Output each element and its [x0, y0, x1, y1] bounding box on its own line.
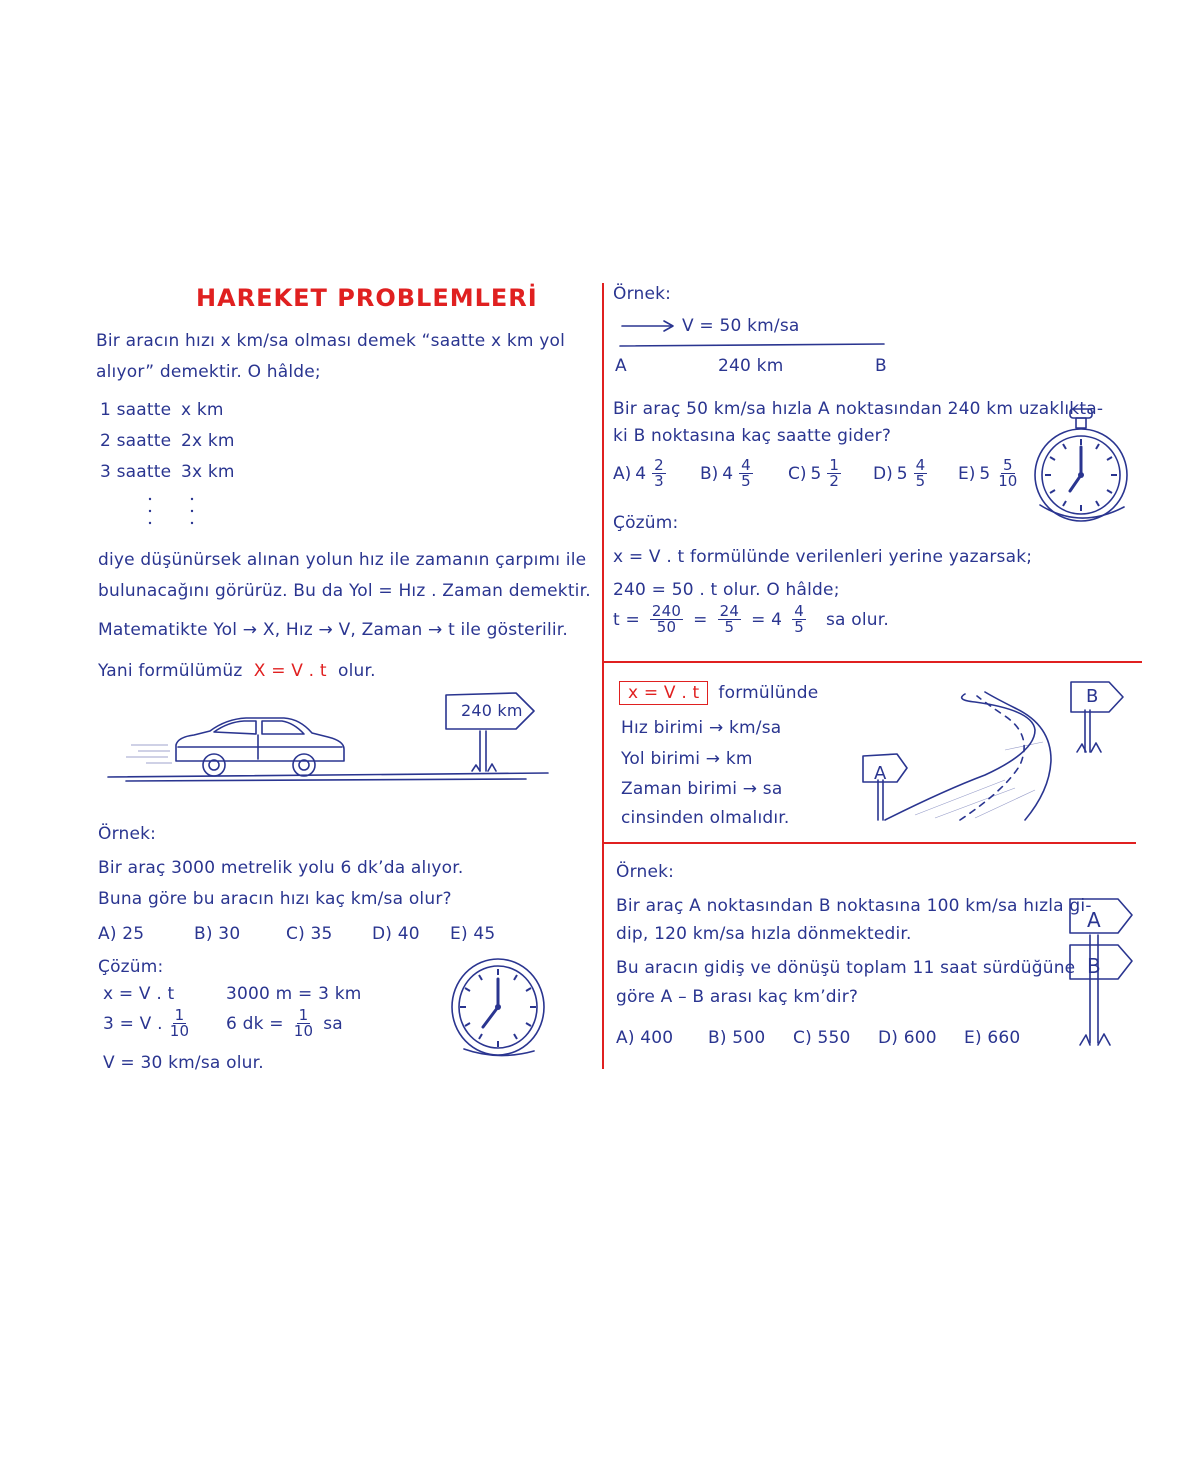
- option-label: C): [788, 463, 807, 484]
- point-b-label: B: [875, 356, 887, 376]
- fraction-den: 5: [915, 472, 926, 490]
- fraction-num: 2: [654, 456, 664, 474]
- right-ex2-heading: Örnek:: [616, 862, 675, 882]
- left-example-heading: Örnek:: [98, 824, 157, 844]
- right-ex2-option-c[interactable]: C) 550: [793, 1028, 851, 1048]
- right-ex2-option-a[interactable]: A) 400: [616, 1028, 674, 1048]
- left-option-b[interactable]: B) 30: [194, 924, 241, 944]
- option-label: D): [873, 463, 893, 484]
- right-ex1-solution-heading: Çözüm:: [613, 513, 679, 533]
- right-ex1-option-a[interactable]: [613, 458, 668, 489]
- distance-label: 240 km: [718, 356, 784, 376]
- table-dist-3: 3x km: [181, 462, 235, 482]
- point-a-label: A: [615, 356, 627, 376]
- option-label: B): [700, 463, 719, 484]
- intro-line-2: alıyor” demektir. O hâlde;: [96, 362, 321, 382]
- option-label: A): [613, 463, 632, 484]
- fraction-240-50: [650, 604, 683, 635]
- left-option-e[interactable]: E) 45: [450, 924, 496, 944]
- s4-prefix: 6 dk =: [226, 1013, 284, 1034]
- fraction-num: 240: [651, 602, 682, 620]
- speed-label: V = 50 km/sa: [682, 316, 800, 336]
- right-ex2-option-b[interactable]: B) 500: [708, 1028, 766, 1048]
- option-fraction: [914, 458, 928, 489]
- s3-prefix: 3 = V .: [103, 1013, 163, 1034]
- road-sign-a: A: [874, 763, 887, 784]
- left-solution-s4: [226, 1008, 343, 1039]
- left-solution-s2: 3000 m = 3 km: [226, 984, 362, 1004]
- equals-1: =: [693, 609, 708, 630]
- result-suffix: sa olur.: [825, 609, 889, 630]
- right-ex1-option-d[interactable]: [873, 458, 929, 489]
- right-ex2-q1: Bir araç A noktasından B noktasına 100 km/sa hızla gi-: [616, 896, 1092, 916]
- intro-line-1: Bir aracın hızı x km/sa olması demek “saatte x km yol: [96, 331, 566, 351]
- fraction-den: 10: [998, 472, 1018, 490]
- right-ex2-q3: Bu aracın gidiş ve dönüşü toplam 11 saat sürdüğüne: [616, 958, 1076, 978]
- table-dist-1: x km: [181, 400, 224, 420]
- fraction-den: 3: [654, 472, 664, 490]
- fraction-4-5: [792, 604, 806, 635]
- fraction-one-tenth-2: [292, 1008, 316, 1039]
- right-ex2-q2: dip, 120 km/sa hızla dönmektedir.: [616, 924, 912, 944]
- units-line-2: Yol birimi → km: [621, 749, 753, 769]
- right-ex2-q4: göre A – B arası kaç km’dir?: [616, 987, 859, 1007]
- right-ex1-option-c[interactable]: [788, 458, 843, 489]
- right-ex1-s2: 240 = 50 . t olur. O hâlde;: [613, 580, 840, 600]
- left-example-q2: Buna göre bu aracın hızı kaç km/sa olur?: [98, 889, 452, 909]
- formula-suffix: olur.: [337, 661, 376, 681]
- fraction-num: 4: [794, 602, 804, 620]
- fraction-num: 1: [829, 456, 839, 474]
- left-solution-s3: [103, 1008, 193, 1039]
- table-hours-2: 2 saatte: [100, 431, 172, 451]
- right-ex1-s1: x = V . t formülünde verilenleri yerine yazarsak;: [613, 547, 1033, 567]
- option-whole: 5: [896, 463, 908, 484]
- left-option-c[interactable]: C) 35: [286, 924, 333, 944]
- table-hours-3: 3 saatte: [100, 462, 172, 482]
- left-option-d[interactable]: D) 40: [372, 924, 420, 944]
- formula-prefix: Yani formülümüz: [98, 661, 243, 681]
- fraction-den: 5: [724, 618, 735, 636]
- left-solution-s1: x = V . t: [103, 984, 175, 1004]
- s4-suffix: sa: [323, 1013, 343, 1034]
- left-example-q1: Bir araç 3000 metrelik yolu 6 dk’da alıyor.: [98, 858, 464, 878]
- right-ex1-q2: ki B noktasına kaç saatte gider?: [613, 426, 892, 446]
- fraction-num: 24: [719, 602, 740, 620]
- t-equals: t =: [613, 609, 640, 630]
- column-divider: [602, 283, 604, 1069]
- units-formula-box: x = V . t: [619, 681, 708, 705]
- signpost-a: A: [1087, 908, 1101, 932]
- option-fraction: [827, 458, 841, 489]
- left-solution-heading: Çözüm:: [98, 957, 164, 977]
- option-fraction: [652, 458, 666, 489]
- option-label: E): [958, 463, 976, 484]
- fraction-den: 10: [169, 1022, 190, 1040]
- page-title: HAREKET PROBLEMLERİ: [196, 284, 538, 312]
- right-ex1-option-e[interactable]: [958, 458, 1021, 489]
- stopwatch-icon: [1030, 405, 1135, 530]
- units-line-3: Zaman birimi → sa: [621, 779, 783, 799]
- formula-red: X = V . t: [253, 661, 327, 681]
- option-fraction: [739, 458, 753, 489]
- fraction-num: 5: [1002, 456, 1013, 474]
- option-whole: 4: [635, 463, 647, 484]
- units-line-4: cinsinden olmalıdır.: [621, 808, 790, 828]
- fraction-num: 4: [741, 456, 751, 474]
- formula-line: [98, 661, 376, 681]
- right-ex1-option-b[interactable]: [700, 458, 755, 489]
- units-line-1: Hız birimi → km/sa: [621, 718, 782, 738]
- fraction-den: 2: [829, 472, 839, 490]
- fraction-24-5: [718, 604, 742, 635]
- para2: Matematikte Yol → X, Hız → V, Zaman → t ile gösterilir.: [98, 620, 569, 640]
- units-formula-suffix: formülünde: [718, 683, 819, 703]
- right-ex2-option-d[interactable]: D) 600: [878, 1028, 937, 1048]
- left-option-a[interactable]: A) 25: [98, 924, 145, 944]
- right-ex1-q1: Bir araç 50 km/sa hızla A noktasından 240 km uzaklıkta-: [613, 399, 1104, 419]
- para1-line-2: bulunacağını görürüz. Bu da Yol = Hız . Zaman demektir.: [98, 581, 591, 601]
- right-ex1-s3: [613, 604, 889, 635]
- right-ex2-option-e[interactable]: E) 660: [964, 1028, 1021, 1048]
- sign-240km-label: 240 km: [461, 701, 523, 720]
- option-whole: 4: [722, 463, 734, 484]
- fraction-num: 1: [174, 1006, 185, 1024]
- option-whole: 5: [810, 463, 822, 484]
- left-solution-s5: V = 30 km/sa olur.: [103, 1053, 264, 1073]
- fraction-num: 1: [298, 1006, 309, 1024]
- para1-line-1: diye düşünürsek alınan yolun hız ile zamanın çarpımı ile: [98, 550, 587, 570]
- fraction-num: 4: [915, 456, 926, 474]
- fraction-one-tenth: [168, 1008, 192, 1039]
- fraction-den: 5: [794, 618, 804, 636]
- fraction-den: 5: [741, 472, 751, 490]
- option-fraction: [996, 458, 1019, 489]
- table-dist-2: 2x km: [181, 431, 235, 451]
- section-divider-2: [603, 842, 1136, 844]
- signpost-b: B: [1087, 954, 1101, 978]
- fraction-den: 10: [293, 1022, 314, 1040]
- right-ex1-heading: Örnek:: [613, 284, 672, 304]
- equals-2: = 4: [751, 609, 783, 630]
- section-divider-1: [603, 661, 1142, 663]
- signpost-icon: [1066, 895, 1141, 1055]
- continuation-dots: [140, 495, 210, 530]
- road-sign-b: B: [1086, 686, 1099, 707]
- table-hours-1: 1 saatte: [100, 400, 172, 420]
- fraction-den: 50: [656, 618, 677, 636]
- wall-clock-icon: [450, 957, 550, 1062]
- car-illustration: [106, 685, 551, 785]
- option-whole: 5: [979, 463, 991, 484]
- units-formula-line: [619, 681, 818, 705]
